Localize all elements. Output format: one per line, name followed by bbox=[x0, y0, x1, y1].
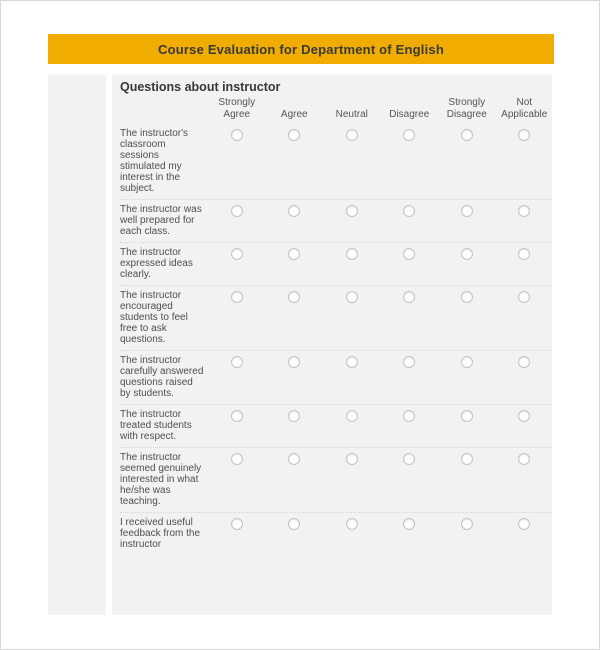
radio-option[interactable] bbox=[231, 410, 243, 422]
radio-option[interactable] bbox=[346, 291, 358, 303]
radio-option[interactable] bbox=[518, 129, 530, 141]
question-text: The instructor was well prepared for each class. bbox=[120, 204, 202, 237]
radio-option[interactable] bbox=[288, 291, 300, 303]
radio-option[interactable] bbox=[346, 129, 358, 141]
radio-option[interactable] bbox=[288, 410, 300, 422]
question-text: The instructor treated students with respect. bbox=[120, 409, 192, 442]
radio-option[interactable] bbox=[288, 453, 300, 465]
radio-option[interactable] bbox=[346, 356, 358, 368]
radio-option[interactable] bbox=[288, 248, 300, 260]
left-gutter-panel bbox=[48, 75, 106, 615]
question-row bbox=[120, 242, 552, 285]
question-row bbox=[120, 124, 552, 199]
radio-option[interactable] bbox=[288, 129, 300, 141]
radio-option[interactable] bbox=[231, 205, 243, 217]
radio-option[interactable] bbox=[518, 518, 530, 530]
column-header-strongly-agree: Strongly Agree bbox=[218, 97, 256, 120]
radio-option[interactable] bbox=[231, 248, 243, 260]
radio-option[interactable] bbox=[461, 453, 473, 465]
radio-option[interactable] bbox=[518, 410, 530, 422]
radio-option[interactable] bbox=[346, 205, 358, 217]
radio-option[interactable] bbox=[403, 453, 415, 465]
radio-option[interactable] bbox=[461, 518, 473, 530]
question-text: The instructor's classroom sessions stimulated my interest in the subject. bbox=[120, 128, 189, 194]
radio-option[interactable] bbox=[403, 129, 415, 141]
question-text: The instructor encouraged students to feel free to ask questions. bbox=[120, 290, 188, 345]
radio-option[interactable] bbox=[518, 248, 530, 260]
radio-option[interactable] bbox=[461, 291, 473, 303]
radio-option[interactable] bbox=[288, 205, 300, 217]
question-row bbox=[120, 512, 552, 555]
radio-option[interactable] bbox=[231, 453, 243, 465]
page-title: Course Evaluation for Department of English bbox=[158, 41, 444, 57]
column-header-strongly-disagree: Strongly Disagree bbox=[446, 97, 487, 120]
question-matrix-panel bbox=[112, 75, 552, 615]
radio-option[interactable] bbox=[518, 453, 530, 465]
radio-option[interactable] bbox=[346, 248, 358, 260]
radio-option[interactable] bbox=[403, 518, 415, 530]
radio-option[interactable] bbox=[461, 410, 473, 422]
section-heading: Questions about instructor bbox=[120, 80, 281, 94]
radio-option[interactable] bbox=[518, 356, 530, 368]
radio-option[interactable] bbox=[403, 410, 415, 422]
column-header-neutral: Neutral bbox=[335, 109, 368, 120]
header-banner bbox=[48, 34, 554, 64]
question-text: I received useful feedback from the instructor bbox=[120, 517, 201, 550]
question-row bbox=[120, 199, 552, 242]
question-row bbox=[120, 285, 552, 350]
radio-option[interactable] bbox=[346, 410, 358, 422]
radio-option[interactable] bbox=[403, 356, 415, 368]
radio-option[interactable] bbox=[288, 518, 300, 530]
radio-option[interactable] bbox=[403, 205, 415, 217]
column-header-not-applicable: Not Applicable bbox=[501, 97, 548, 120]
matrix-header bbox=[120, 94, 552, 124]
question-row bbox=[120, 447, 552, 512]
question-text: The instructor seemed genuinely interested in what he/she was teaching. bbox=[120, 452, 202, 507]
question-row bbox=[120, 350, 552, 404]
radio-option[interactable] bbox=[231, 291, 243, 303]
radio-option[interactable] bbox=[518, 205, 530, 217]
radio-option[interactable] bbox=[461, 356, 473, 368]
radio-option[interactable] bbox=[461, 129, 473, 141]
question-text: The instructor expressed ideas clearly. bbox=[120, 247, 193, 280]
radio-option[interactable] bbox=[346, 453, 358, 465]
radio-option[interactable] bbox=[461, 205, 473, 217]
radio-option[interactable] bbox=[346, 518, 358, 530]
radio-option[interactable] bbox=[231, 129, 243, 141]
radio-option[interactable] bbox=[403, 291, 415, 303]
radio-option[interactable] bbox=[518, 291, 530, 303]
radio-option[interactable] bbox=[231, 356, 243, 368]
column-header-disagree: Disagree bbox=[389, 109, 430, 120]
radio-option[interactable] bbox=[461, 248, 473, 260]
column-header-agree: Agree bbox=[280, 109, 308, 120]
radio-option[interactable] bbox=[231, 518, 243, 530]
question-row bbox=[120, 404, 552, 447]
radio-option[interactable] bbox=[288, 356, 300, 368]
question-text: The instructor carefully answered questions raised by students. bbox=[120, 355, 204, 399]
radio-option[interactable] bbox=[403, 248, 415, 260]
